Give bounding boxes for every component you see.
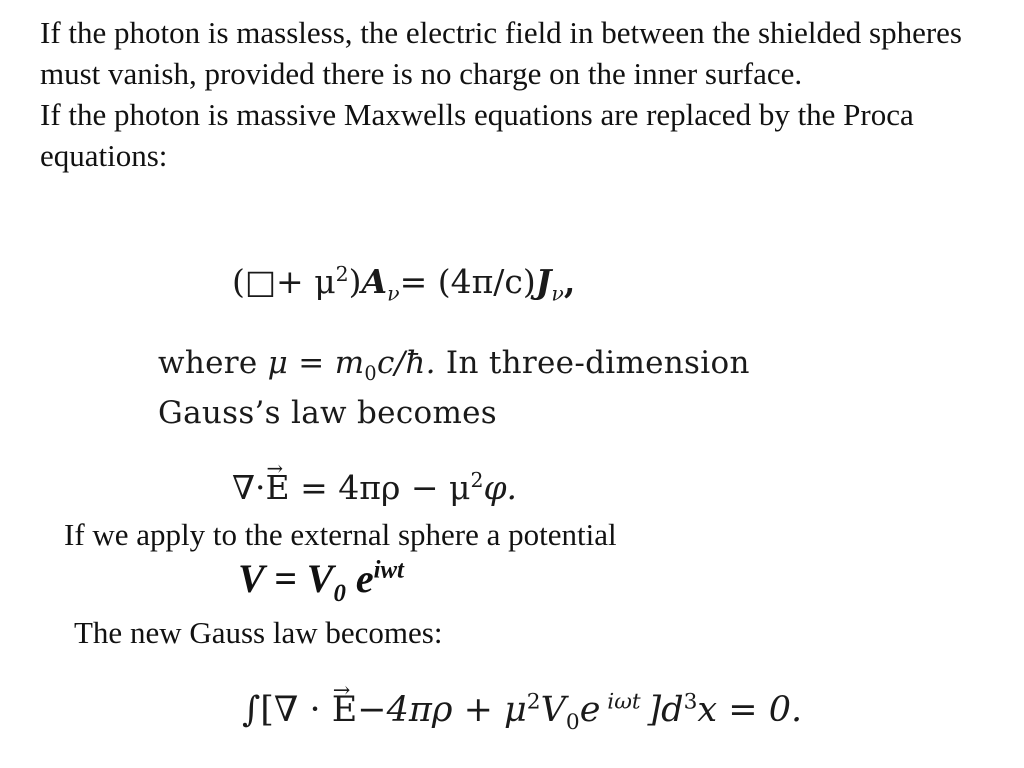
- potential-e: e: [345, 556, 374, 601]
- proca-J-subscript: ν: [551, 281, 564, 306]
- apply-potential-text: If we apply to the external sphere a potential: [64, 517, 617, 552]
- gauss-E-vector: → E: [266, 468, 290, 507]
- integral-e: e: [579, 690, 601, 730]
- where-line-2: Gauss’s law becomes: [158, 395, 497, 431]
- where-word: where: [158, 345, 268, 381]
- intro-paragraph-massless: If the photon is massless, the electric field in between the shielded spheres must vanish, provided there is no charge on the inner surface.: [40, 15, 962, 91]
- gauss-nabla: ∇·: [232, 468, 266, 507]
- integral-d-exponent: 3: [683, 689, 698, 715]
- mu-definition-rest: c/ħ.: [376, 345, 436, 381]
- potential-exponent: iwt: [373, 556, 404, 584]
- intro-paragraph-massive: If the photon is massive Maxwells equations are replaced by the Proca equations:: [40, 97, 914, 173]
- integral-end: x = 0.: [697, 690, 803, 730]
- three-dimension-text: In three-dimension: [435, 345, 750, 381]
- integral-V: V: [540, 690, 566, 730]
- where-line-1: [158, 338, 750, 388]
- potential-equation: [238, 555, 404, 607]
- proca-lhs-open: (□+ μ: [232, 262, 336, 301]
- potential-eq: = V: [263, 556, 334, 601]
- proca-equation: [232, 262, 576, 306]
- proca-end: ,: [563, 262, 576, 301]
- mu-definition: μ = m: [267, 345, 365, 381]
- proca-J: J: [535, 262, 552, 301]
- proca-lhs-close: ): [348, 262, 362, 301]
- potential-V: V: [238, 556, 264, 601]
- integral-open: ∫[∇ ·: [242, 690, 332, 730]
- potential-subscript: 0: [333, 580, 346, 607]
- gauss-mu-exponent: 2: [470, 468, 484, 492]
- new-gauss-law-text: The new Gauss law becomes:: [74, 615, 443, 650]
- integral-exponent: iωt: [600, 689, 648, 715]
- integral-equation: [242, 689, 803, 735]
- where-block: [158, 338, 750, 438]
- integral-mu-exponent: 2: [526, 689, 541, 715]
- gauss-rhs: = 4πρ − μ: [289, 468, 471, 507]
- proca-rhs: = (4π/c): [399, 262, 536, 301]
- integral-E-vector: → E: [332, 690, 358, 730]
- integral-mid: −4πρ + μ: [357, 690, 527, 730]
- intro-text: [40, 12, 980, 176]
- integral-V-subscript: 0: [565, 710, 580, 735]
- proca-A: A: [361, 262, 388, 301]
- proca-A-subscript: ν: [387, 281, 400, 306]
- proca-mu-exponent: 2: [335, 262, 349, 286]
- integral-close: ]d: [647, 690, 684, 730]
- mass-subscript: 0: [364, 362, 377, 386]
- gauss-phi: φ.: [483, 468, 518, 507]
- gauss-equation: [232, 468, 517, 507]
